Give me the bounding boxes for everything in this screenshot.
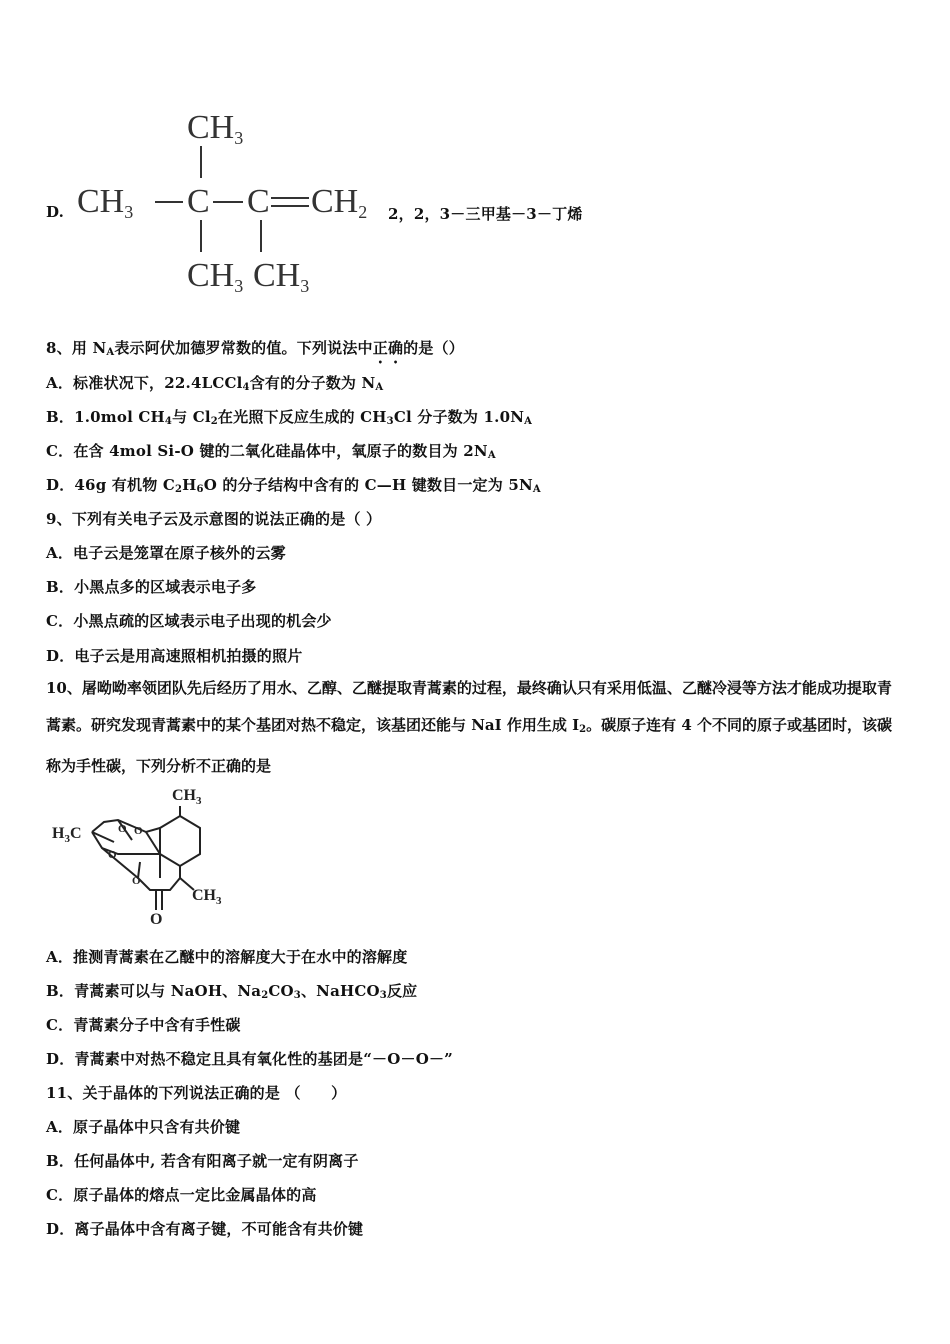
q8-option-d: D．46g 有机物 $C_2H_6O$ 的分子结构中含有的 C—H 键数目一定为 $5N_A$ <box>46 476 541 495</box>
q10-option-c: C．青蒿素分子中含有手性碳 <box>46 1016 241 1034</box>
q7-option-d-name: 2，2，3－三甲基－3－丁烯 <box>388 205 583 223</box>
q7-option-d-label: D. <box>46 203 65 221</box>
struct-top-ch3: CH3 <box>187 109 244 148</box>
q8-stem: 8、用 $N_A$表示阿伏加德罗常数的值。下列说法中正确的是（） <box>46 339 464 358</box>
struct-right-ch2: CH2 <box>311 183 368 222</box>
q9-stem: 9、下列有关电子云及示意图的说法正确的是（ ） <box>46 510 382 528</box>
q10-option-d: D．青蒿素中对热不稳定且具有氧化性的基团是“－O－O－” <box>46 1050 453 1068</box>
q10-option-a: A．推测青蒿素在乙醚中的溶解度大于在水中的溶解度 <box>46 948 408 966</box>
struct-c2: C <box>247 183 270 220</box>
q10-option-b: B．青蒿素可以与 NaOH、$Na_2CO_3$、NaHCO$_3$反应 <box>46 982 418 1001</box>
mol-h3c: $H_3C$ <box>52 825 82 845</box>
q10-stem: 10、屠呦呦率领团队先后经历了用水、乙醇、乙醚提取青蒿素的过程，最终确认只有采用低温、乙醚冷浸等方法才能成功提取青蒿素。研究发现青蒿素中的某个基团对热不稳定，该基团还能与 NaI 作用生成 $I_2$。碳原子连有 4 个不同的原子或基团时，该碳称为手性碳，下列分析不正确的是 <box>46 679 892 775</box>
q7-structure-formula <box>75 100 395 300</box>
svg-text:O: O <box>118 823 127 835</box>
mol-carbonyl-o: O <box>150 911 163 928</box>
struct-bottom-ch3-2: CH3 <box>253 257 310 296</box>
q9-option-c: C．小黑点疏的区域表示电子出现的机会少 <box>46 612 332 630</box>
q8-option-a: A．标准状况下，22.4LCCl$_4$含有的分子数为 $N_A$ <box>46 374 384 393</box>
q11-option-d: D．离子晶体中含有离子键，不可能含有共价键 <box>46 1220 364 1238</box>
q9-option-a: A．电子云是笼罩在原子核外的云雾 <box>46 544 286 562</box>
svg-text:O: O <box>134 825 143 837</box>
q9-option-b: B．小黑点多的区域表示电子多 <box>46 578 257 596</box>
q8-option-c: C．在含 4mol Si-O 键的二氧化硅晶体中，氧原子的数目为 $2N_A$ <box>46 442 496 461</box>
q8-option-b: B．1.0mol $CH_4$与 $Cl_2$在光照下反应生成的 $CH_3Cl$ 分子数为 $1.0N_A$ <box>46 408 533 427</box>
q11-option-b: B．任何晶体中, 若含有阳离子就一定有阴离子 <box>46 1152 359 1170</box>
q11-stem: 11、关于晶体的下列说法正确的是 （ ） <box>46 1084 347 1102</box>
struct-left-ch3: CH3 <box>77 183 134 222</box>
mol-ch3-right: $CH_3$ <box>192 887 222 907</box>
svg-text:O: O <box>108 849 117 861</box>
mol-ch3-top: $CH_3$ <box>172 787 202 807</box>
q11-option-a: A．原子晶体中只含有共价键 <box>46 1118 241 1136</box>
struct-c1: C <box>187 183 210 220</box>
q9-option-d: D．电子云是用高速照相机拍摄的照片 <box>46 647 303 665</box>
struct-bottom-ch3: CH3 <box>187 257 244 296</box>
svg-text:O: O <box>132 875 141 887</box>
q11-option-c: C．原子晶体的熔点一定比金属晶体的高 <box>46 1186 317 1204</box>
q10-artemisinin-structure <box>48 782 248 932</box>
